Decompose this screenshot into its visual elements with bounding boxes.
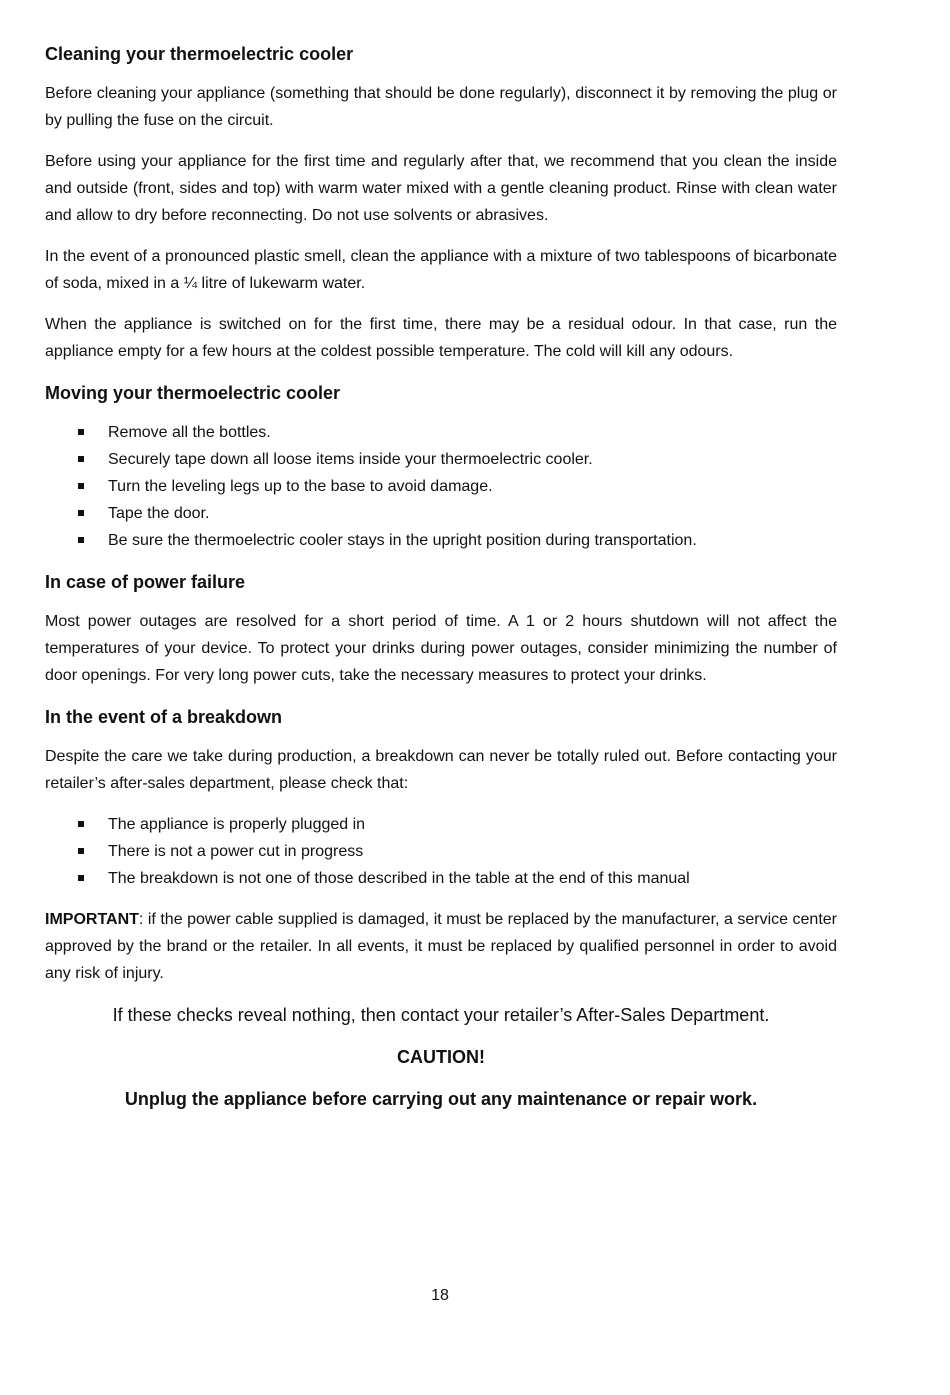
caution-heading: CAUTION!: [397, 1047, 485, 1067]
important-label: IMPORTANT: [45, 911, 139, 928]
unplug-warning: Unplug the appliance before carrying out any maintenance or repair work.: [124, 1089, 758, 1109]
list-item-text: Turn the leveling legs up to the base to avoid damage.: [108, 478, 493, 495]
important-text: : if the power cable supplied is damaged, it must be replaced by the manufacturer, a service center approved by the brand or the retailer. In all events, it must be replaced by qualified personnel in order to avoid any risk of injury.: [45, 911, 837, 982]
list-item: [45, 446, 837, 473]
list-item-text: Securely tape down all loose items inside your thermoelectric cooler.: [108, 451, 593, 468]
list-item: [45, 419, 837, 446]
list-item: [45, 527, 837, 554]
checks-list: [45, 811, 837, 892]
bullet-icon: [78, 537, 84, 543]
bullet-icon: [78, 456, 84, 462]
section-heading-breakdown: In the event of a breakdown: [45, 707, 283, 727]
section-heading-power-failure: In case of power failure: [45, 572, 246, 592]
list-item-text: Tape the door.: [108, 505, 210, 522]
list-item-text: The breakdown is not one of those described in the table at the end of this manual: [108, 870, 690, 887]
paragraph: When the appliance is switched on for the first time, there may be a residual odour. In that case, run the appliance empty for a few hours at the coldest possible temperature. The cold will kill any odours.: [45, 316, 837, 360]
bullet-icon: [78, 821, 84, 827]
list-item: [45, 865, 837, 892]
list-item-text: There is not a power cut in progress: [108, 843, 364, 860]
bullet-icon: [78, 848, 84, 854]
bullet-icon: [78, 510, 84, 516]
page-number: 18: [431, 1287, 449, 1304]
bullet-icon: [78, 429, 84, 435]
paragraph: Most power outages are resolved for a short period of time. A 1 or 2 hours shutdown will not affect the temperatures of your device. To protect your drinks during power outages, consider minimizing the number of door openings. For very long power cuts, take the necessary measures to protect your drinks.: [45, 613, 837, 684]
list-item: [45, 473, 837, 500]
list-item: [45, 811, 837, 838]
checks-line: If these checks reveal nothing, then contact your retailer’s After-Sales Department.: [112, 1005, 770, 1025]
list-item-text: The appliance is properly plugged in: [108, 816, 366, 833]
paragraph: Despite the care we take during production, a breakdown can never be totally ruled out. Before contacting your retailer’s after-sales department, please check that:: [45, 748, 837, 792]
paragraph: In the event of a pronounced plastic smell, clean the appliance with a mixture of two tablespoons of bicarbonate of soda, mixed in a ¼ litre of lukewarm water.: [45, 248, 837, 292]
list-item-text: Be sure the thermoelectric cooler stays in the upright position during transportation.: [108, 532, 697, 549]
section-heading-cleaning: Cleaning your thermoelectric cooler: [45, 44, 354, 64]
bullet-icon: [78, 483, 84, 489]
section-heading-moving: Moving your thermoelectric cooler: [45, 383, 341, 403]
moving-list: [45, 419, 837, 554]
manual-page: [45, 40, 837, 1113]
list-item-text: Remove all the bottles.: [108, 424, 271, 441]
paragraph: Before cleaning your appliance (something that should be done regularly), disconnect it by removing the plug or by pulling the fuse on the circuit.: [45, 85, 837, 129]
important-note: [45, 906, 837, 987]
paragraph: Before using your appliance for the first time and regularly after that, we recommend that you clean the inside and outside (front, sides and top) with warm water mixed with a gentle cleaning product. Rinse with clean water and allow to dry before reconnecting. Do not use solvents or abrasives.: [45, 153, 837, 224]
list-item: [45, 838, 837, 865]
bullet-icon: [78, 875, 84, 881]
list-item: [45, 500, 837, 527]
